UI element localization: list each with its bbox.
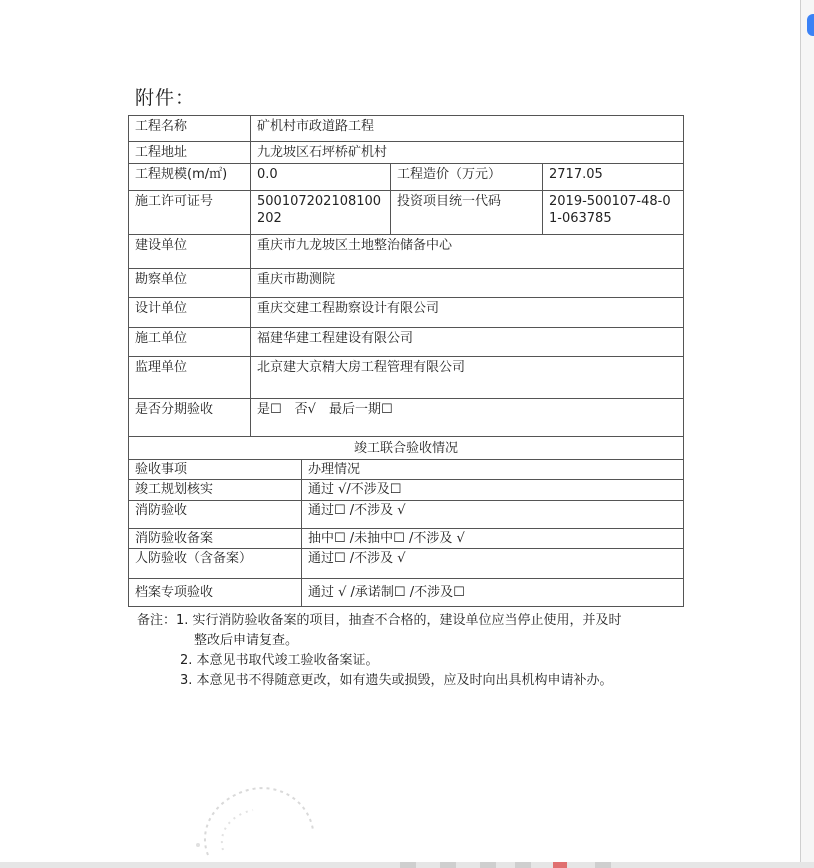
table-row (129, 357, 684, 399)
acceptance-table (128, 459, 684, 607)
row-value: 2717.05 (543, 164, 684, 191)
note-1-continued: 整改后申请复查。 (194, 633, 299, 648)
note-line (137, 631, 697, 651)
row-value: 重庆市勘测院 (251, 269, 684, 298)
toolbar-icon[interactable] (515, 862, 531, 868)
row-label: 监理单位 (129, 357, 251, 399)
acceptance-status: 通过☐ /不涉及 √ (302, 501, 684, 529)
note-line (137, 611, 697, 631)
note-2: 2. 本意见书取代竣工验收备案证。 (180, 653, 379, 668)
table-row (129, 298, 684, 328)
acceptance-item: 消防验收备案 (129, 529, 302, 549)
table-row (129, 529, 684, 549)
row-value: 九龙坡区石坪桥矿机村 (251, 142, 684, 164)
notes-prefix: 备注： (137, 613, 177, 628)
acceptance-status: 抽中☐ /未抽中☐ /不涉及 √ (302, 529, 684, 549)
table-row (129, 116, 684, 142)
row-value: 2019-500107-48-01-063785 (543, 191, 684, 235)
table-row (129, 164, 684, 191)
toolbar-icon[interactable] (440, 862, 456, 868)
note-1: 1. 实行消防验收备案的项目，抽查不合格的，建设单位应当停止使用，并及时 (176, 613, 622, 628)
notes-block (137, 611, 697, 691)
row-label: 工程名称 (129, 116, 251, 142)
row-label: 工程地址 (129, 142, 251, 164)
column-header: 办理情况 (302, 460, 684, 480)
project-info-table (128, 115, 684, 460)
table-row (129, 269, 684, 298)
row-value: 重庆交建工程勘察设计有限公司 (251, 298, 684, 328)
row-label: 投资项目统一代码 (391, 191, 543, 235)
note-line (137, 671, 697, 691)
acceptance-status: 通过 √/不涉及☐ (302, 480, 684, 501)
table-row (129, 549, 684, 579)
acceptance-status: 通过 √ /承诺制☐ /不涉及☐ (302, 579, 684, 607)
row-value: 重庆市九龙坡区土地整治储备中心 (251, 235, 684, 269)
row-label: 施工许可证号 (129, 191, 251, 235)
table-row (129, 328, 684, 357)
row-value: 福建华建工程建设有限公司 (251, 328, 684, 357)
table-header-row (129, 460, 684, 480)
acceptance-item: 档案专项验收 (129, 579, 302, 607)
row-label: 施工单位 (129, 328, 251, 357)
row-label: 设计单位 (129, 298, 251, 328)
table-row (129, 501, 684, 529)
row-label: 勘察单位 (129, 269, 251, 298)
scrollbar-thumb[interactable] (807, 14, 814, 36)
acceptance-item: 竣工规划核实 (129, 480, 302, 501)
row-value: 北京建大京精大房工程管理有限公司 (251, 357, 684, 399)
table-row (129, 399, 684, 437)
row-value: 矿机村市政道路工程 (251, 116, 684, 142)
row-value: 是☐ 否√ 最后一期☐ (251, 399, 684, 437)
faded-stamp-mark (168, 760, 318, 860)
row-label: 工程造价（万元） (391, 164, 543, 191)
section-title-row (129, 437, 684, 460)
note-line (137, 651, 697, 671)
toolbar-icon[interactable] (595, 862, 611, 868)
acceptance-status: 通过☐ /不涉及 √ (302, 549, 684, 579)
row-label: 建设单位 (129, 235, 251, 269)
column-header: 验收事项 (129, 460, 302, 480)
attachment-heading: 附件： (135, 87, 196, 109)
toolbar-icon[interactable] (480, 862, 496, 868)
row-label: 工程规模(m/㎡) (129, 164, 251, 191)
table-row (129, 579, 684, 607)
table-row (129, 191, 684, 235)
section-title: 竣工联合验收情况 (129, 437, 684, 460)
acceptance-item: 消防验收 (129, 501, 302, 529)
toolbar-icon[interactable] (400, 862, 416, 868)
table-row (129, 235, 684, 269)
row-value: 500107202108100202 (251, 191, 391, 235)
table-row (129, 142, 684, 164)
table-row (129, 480, 684, 501)
vertical-scrollbar[interactable] (801, 0, 814, 868)
row-label: 是否分期验收 (129, 399, 251, 437)
acceptance-item: 人防验收（含备案） (129, 549, 302, 579)
toolbar-icon[interactable] (553, 862, 567, 868)
note-3: 3. 本意见书不得随意更改，如有遗失或损毁，应及时向出具机构申请补办。 (180, 673, 613, 688)
row-value: 0.0 (251, 164, 391, 191)
